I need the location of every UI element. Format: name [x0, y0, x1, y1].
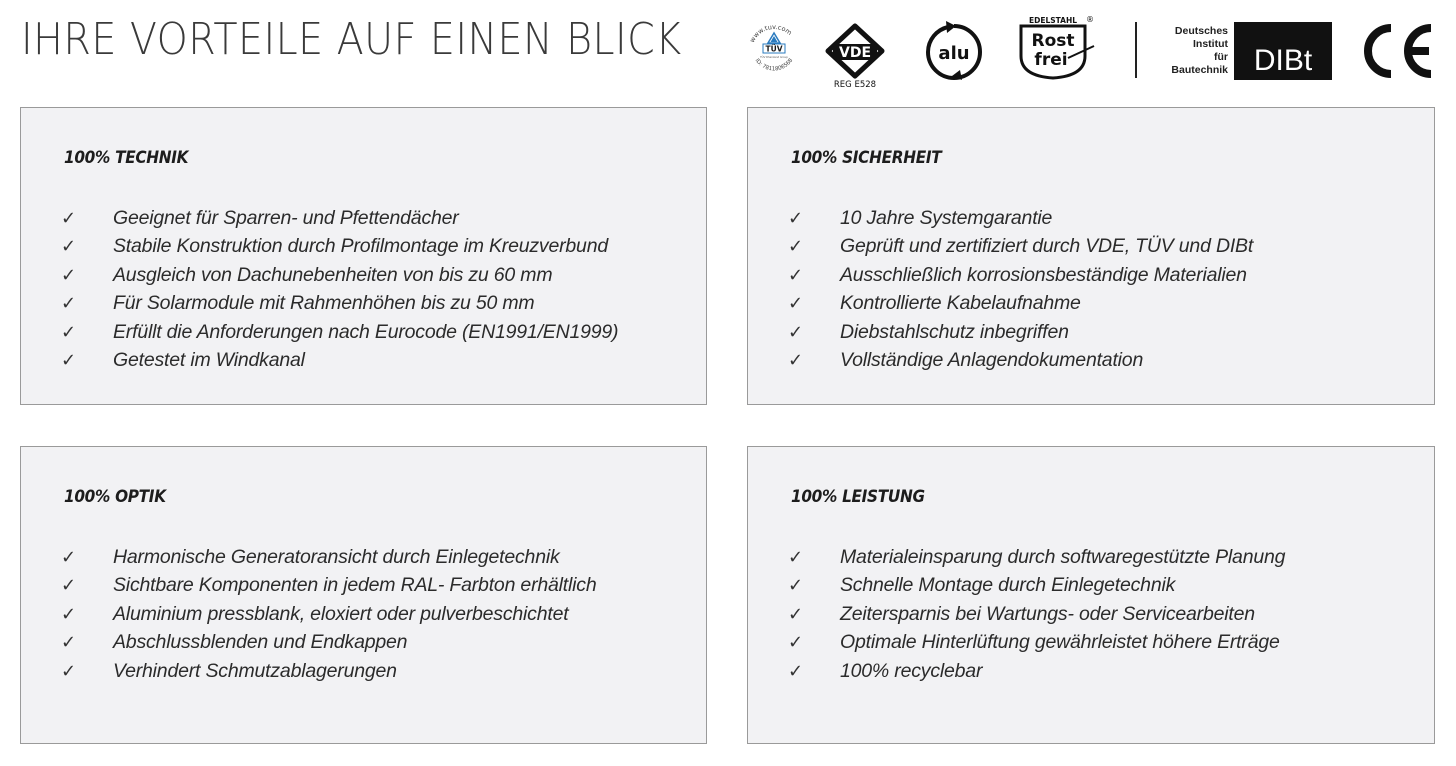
svg-text:alu: alu: [938, 43, 970, 64]
checkmark-icon: ✓: [788, 208, 803, 229]
checkmark-icon: ✓: [61, 236, 76, 258]
list-item: ✓ Erfüllt die Anforderungen nach Eurocode (EN1991/EN1999): [61, 318, 618, 346]
svg-text:®: ®: [1086, 15, 1094, 24]
checkmark-icon: ✓: [61, 575, 76, 597]
tuv-logo: [744, 20, 804, 82]
list-item: ✓ Für Solarmodule mit Rahmenhöhen bis zu 50 mm: [61, 289, 618, 317]
list-item: ✓ Optimale Hinterlüftung gewährleistet höhere Erträge: [788, 628, 1285, 656]
list-item: ✓ 100% recyclebar: [788, 657, 1285, 685]
checkmark-icon: ✓: [61, 264, 76, 286]
checkmark-icon: ✓: [788, 603, 803, 625]
panel-sicherheit: [747, 107, 1435, 405]
svg-text:Deutsches: Deutsches: [1174, 25, 1228, 37]
panel-title: 100% TECHNIK: [64, 148, 189, 168]
checkmark-icon: ✓: [788, 236, 803, 258]
checkmark-icon: ✓: [61, 349, 76, 371]
checkmark-icon: ✓: [788, 293, 803, 315]
panel-technik: [20, 107, 707, 405]
list-item: ✓ Stabile Konstruktion durch Profilmontage im Kreuzverbund: [61, 232, 618, 260]
list-item: ✓ Harmonische Generatoransicht durch Einlegetechnik: [61, 543, 596, 571]
page-title: IHRE VORTEILE AUF EINEN BLICK: [21, 14, 682, 65]
checkmark-icon: ✓: [788, 575, 803, 597]
checkmark-icon: ✓: [61, 603, 76, 625]
list-item: ✓ Ausschließlich korrosionsbeständige Materialien: [788, 261, 1253, 289]
vde-logo: [822, 22, 888, 90]
svg-text:Bautechnik: Bautechnik: [1171, 64, 1228, 76]
list-item: ✓ Ausgleich von Dachunebenheiten von bis zu 60 mm: [61, 261, 618, 289]
checkmark-icon: ✓: [788, 349, 803, 371]
svg-text:Institut: Institut: [1193, 38, 1228, 50]
checkmark-icon: ✓: [788, 264, 803, 286]
list-item: ✓ 10 Jahre Systemgarantie: [788, 204, 1253, 232]
panel-leistung: [747, 446, 1435, 744]
svg-text:EDELSTAHL: EDELSTAHL: [1028, 16, 1078, 25]
panel-title: 100% SICHERHEIT: [791, 148, 942, 168]
list-item: ✓ Verhindert Schmutzablagerungen: [61, 657, 596, 685]
dibt-logo: [1146, 22, 1332, 80]
list-item: ✓ Diebstahlschutz inbegriffen: [788, 318, 1253, 346]
panel-title: 100% OPTIK: [64, 487, 166, 507]
alu-recycling-logo: [922, 20, 986, 84]
svg-text:Rost: Rost: [1031, 31, 1075, 51]
svg-text:TÜV Rheinland Group: TÜV Rheinland Group: [760, 56, 788, 59]
list-item: ✓ Abschlussblenden und Endkappen: [61, 628, 596, 656]
feature-list: [788, 543, 1285, 685]
list-item: ✓ Getestet im Windkanal: [61, 346, 618, 374]
list-item: ✓ Geprüft und zertifiziert durch VDE, TÜV und DIBt: [788, 232, 1253, 260]
list-item: ✓ Zeitersparnis bei Wartungs- oder Servicearbeiten: [788, 600, 1285, 628]
panel-title: 100% LEISTUNG: [791, 487, 925, 507]
feature-list: [788, 204, 1253, 374]
list-item: ✓ Materialeinsparung durch softwaregestützte Planung: [788, 543, 1285, 571]
rostfrei-logo: [1014, 14, 1096, 80]
checkmark-icon: ✓: [788, 632, 803, 654]
list-item: ✓ Schnelle Montage durch Einlegetechnik: [788, 571, 1285, 599]
svg-text:für: für: [1214, 51, 1228, 63]
list-item: ✓ Kontrollierte Kabelaufnahme: [788, 289, 1253, 317]
svg-text:TÜV: TÜV: [765, 44, 783, 54]
checkmark-icon: ✓: [61, 293, 76, 315]
checkmark-icon: ✓: [788, 660, 803, 682]
checkmark-icon: ✓: [61, 632, 76, 654]
checkmark-icon: ✓: [788, 547, 803, 568]
certification-logos: [0, 0, 1456, 100]
list-item: ✓ Vollständige Anlagendokumentation: [788, 346, 1253, 374]
checkmark-icon: ✓: [61, 660, 76, 682]
logo-divider: [1135, 22, 1137, 78]
list-item: ✓ Aluminium pressblank, eloxiert oder pulverbeschichtet: [61, 600, 596, 628]
svg-text:ID: 7811806568: ID: 7811806568: [753, 57, 795, 73]
feature-list: [61, 543, 596, 685]
list-item: ✓ Sichtbare Komponenten in jedem RAL- Farbton erhältlich: [61, 571, 596, 599]
checkmark-icon: ✓: [61, 321, 76, 343]
list-item: ✓ Geeignet für Sparren- und Pfettendächer: [61, 204, 618, 232]
panel-optik: [20, 446, 707, 744]
svg-text:www.tuv.com: www.tuv.com: [748, 22, 794, 44]
checkmark-icon: ✓: [788, 321, 803, 343]
svg-text:frei: frei: [1034, 50, 1068, 70]
svg-text:DIBt: DIBt: [1253, 44, 1313, 77]
checkmark-icon: ✓: [61, 547, 76, 568]
svg-text:VDE: VDE: [838, 45, 872, 61]
feature-list: [61, 204, 618, 374]
svg-text:REG E528: REG E528: [833, 80, 877, 90]
ce-mark: [1357, 22, 1437, 80]
checkmark-icon: ✓: [61, 208, 76, 229]
